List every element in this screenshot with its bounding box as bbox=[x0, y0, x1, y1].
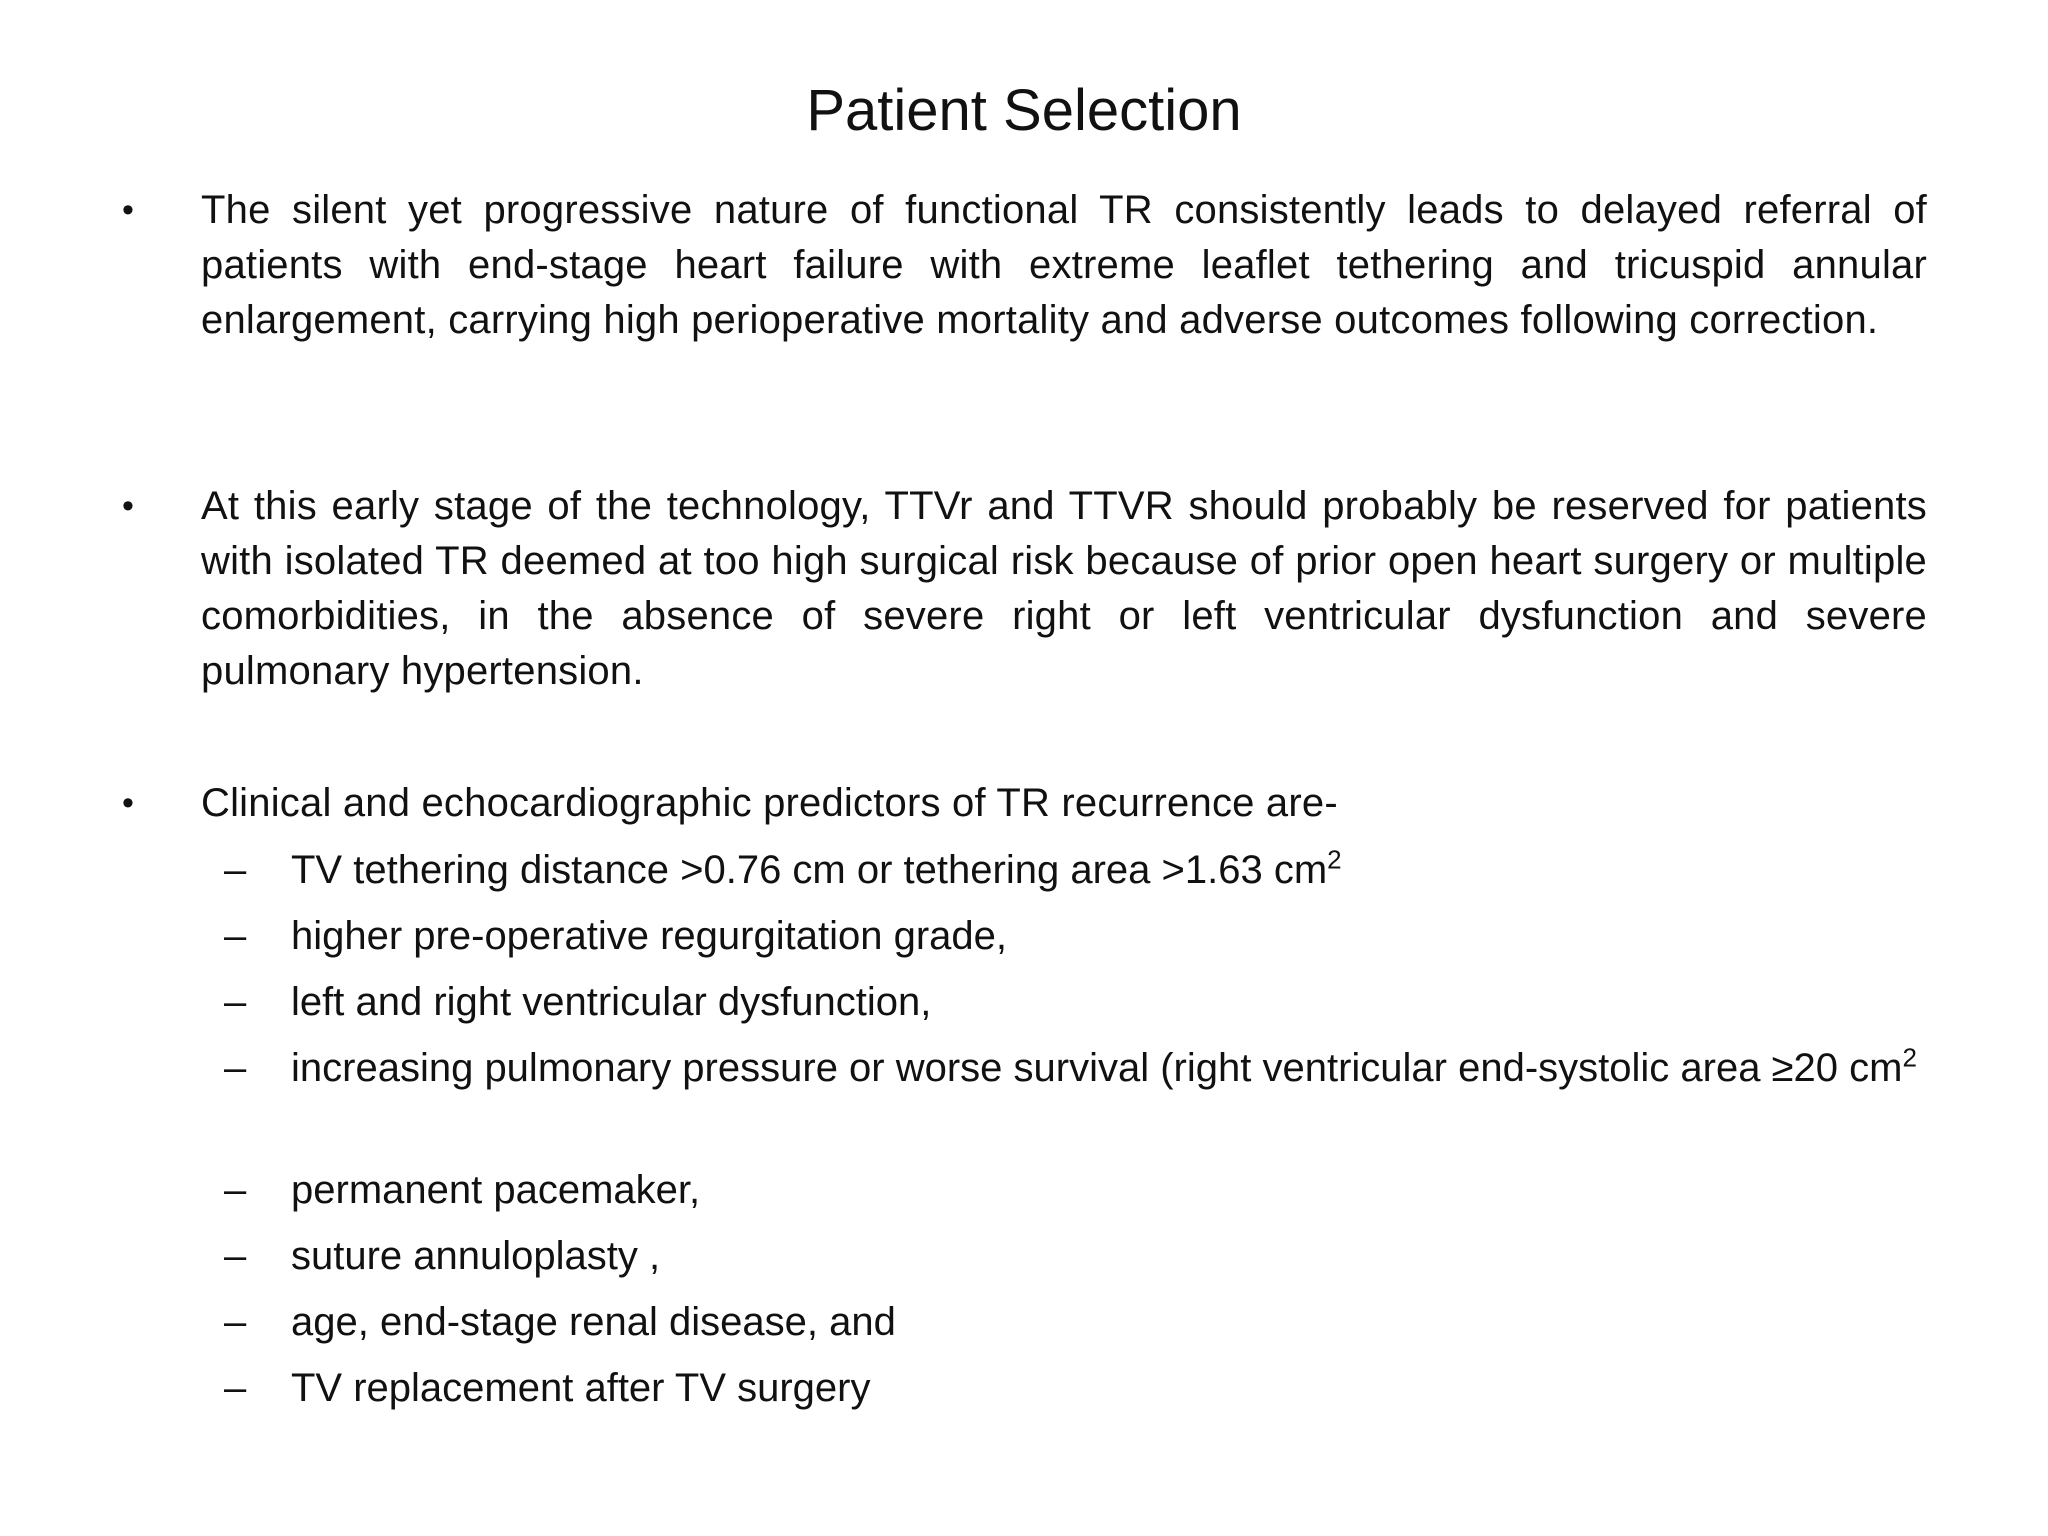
sub-item-marker: – bbox=[224, 1168, 247, 1212]
sub-item-text: left and right ventricular dysfunction, bbox=[291, 980, 932, 1024]
sub-item-text bbox=[291, 843, 1927, 898]
bullet-marker: • bbox=[122, 784, 134, 822]
sub-item-marker: – bbox=[224, 1046, 247, 1090]
sub-item-text: permanent pacemaker, bbox=[291, 1168, 701, 1212]
bullet-text: At this early stage of the technology, TTVr and TTVR should probably be reserved for patients with isolated TR deemed at too high surgical risk because of prior open heart surgery or multiple comorbidities, in the absence of severe right or left ventricular dysfunction and severe pulmonary hypertension. bbox=[201, 484, 1927, 693]
sub-item-text: suture annuloplasty , bbox=[291, 1234, 661, 1278]
sub-item-text bbox=[291, 1041, 1927, 1096]
bullet-text: The silent yet progressive nature of functional TR consistently leads to delayed referral of patients with end-stage heart failure with extreme leaflet tethering and tricuspid annular enlargement, carrying high perioperative mortality and adverse outcomes following correction. bbox=[201, 188, 1927, 342]
sub-item-marker: – bbox=[224, 848, 247, 892]
sub-item-marker: – bbox=[224, 1366, 247, 1410]
superscript: 2 bbox=[1902, 1042, 1917, 1073]
sub-item-marker: – bbox=[224, 1234, 247, 1278]
bullet-marker: • bbox=[122, 191, 134, 229]
slide-title: Patient Selection bbox=[806, 78, 1242, 143]
sub-item-text: higher pre-operative regurgitation grade, bbox=[291, 914, 1007, 958]
sub-item-text: age, end-stage renal disease, and bbox=[291, 1300, 896, 1344]
bullet-marker: • bbox=[122, 487, 134, 525]
bullet-text: Clinical and echocardiographic predictors of TR recurrence are- bbox=[201, 781, 1338, 825]
sub-item-text-main: increasing pulmonary pressure or worse survival (right ventricular end-systolic area ≥20 cm bbox=[291, 1046, 1903, 1090]
superscript: 2 bbox=[1327, 844, 1342, 875]
sub-item-marker: – bbox=[224, 914, 247, 958]
sub-item-text: TV replacement after TV surgery bbox=[291, 1366, 871, 1410]
sub-item-marker: – bbox=[224, 980, 247, 1024]
sub-item-marker: – bbox=[224, 1300, 247, 1344]
sub-item-text-main: TV tethering distance >0.76 cm or tethering area >1.63 cm bbox=[291, 848, 1328, 892]
